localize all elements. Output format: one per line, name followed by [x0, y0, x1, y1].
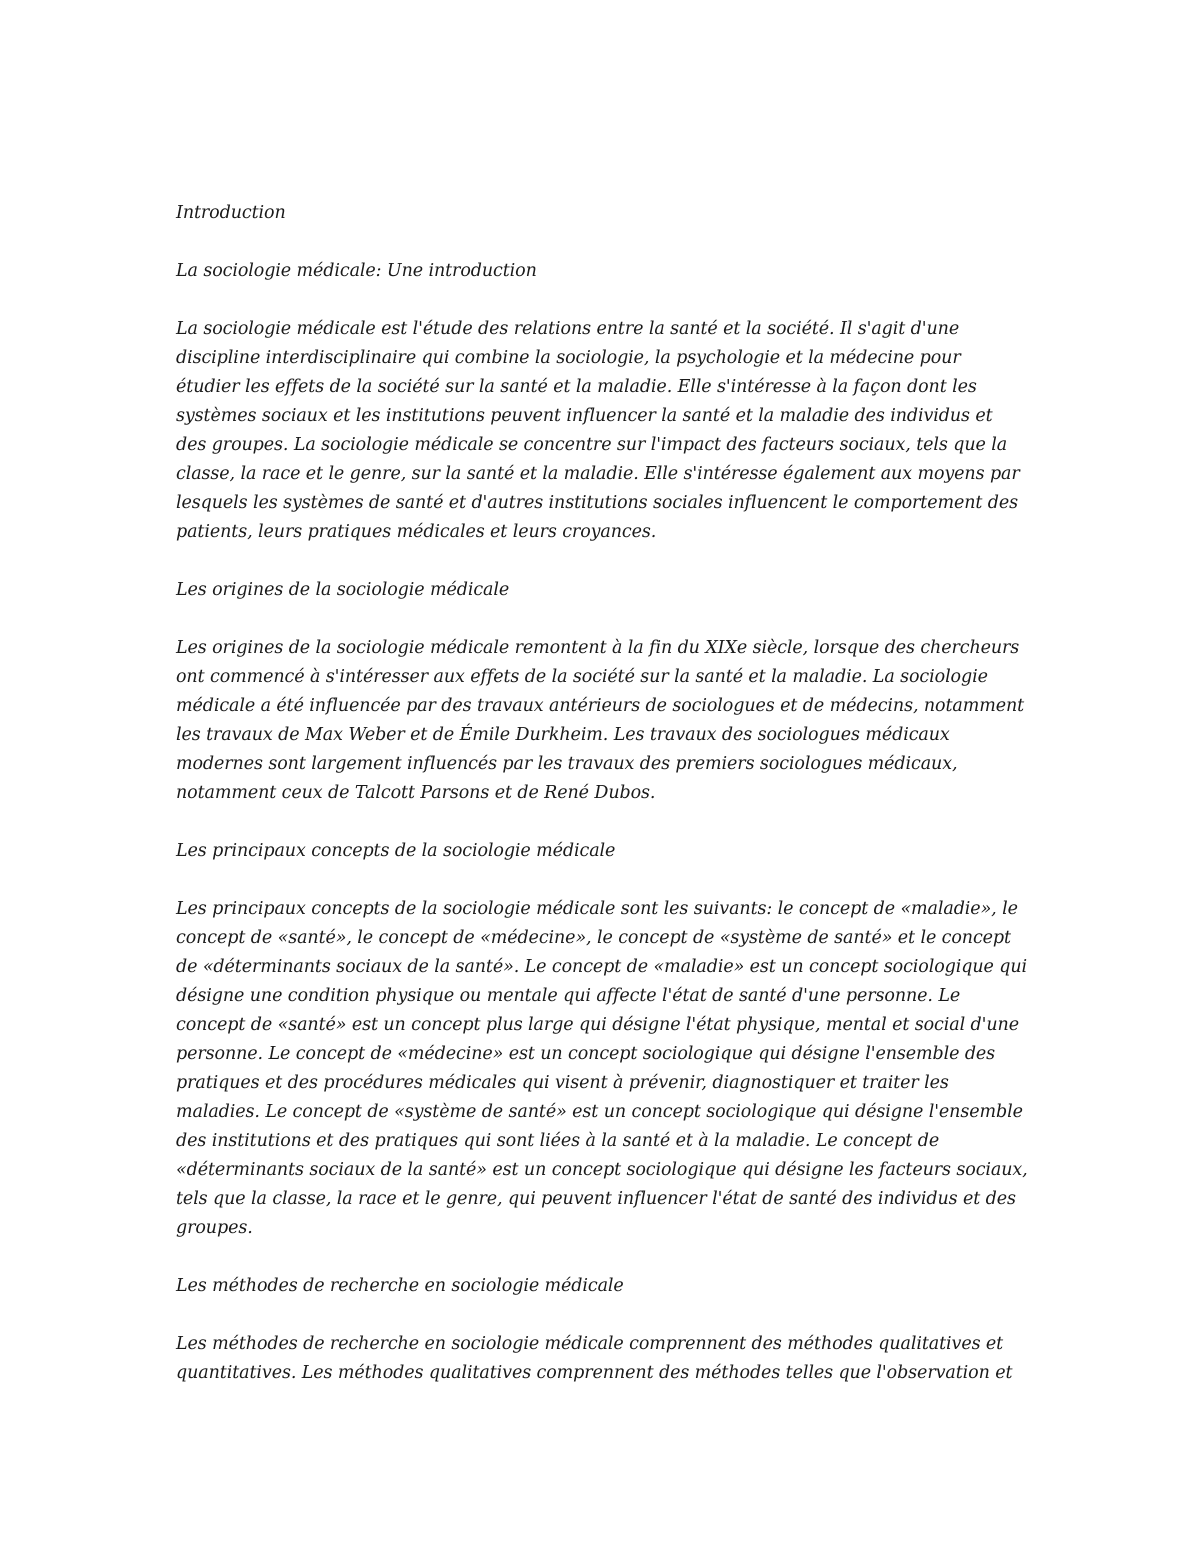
- section-heading: Les origines de la sociologie médicale: [176, 580, 510, 600]
- section-heading: Les méthodes de recherche en sociologie médicale: [176, 1276, 624, 1296]
- section-paragraph: Les méthodes de recherche en sociologie médicale comprennent des méthodes qualitatives et quantitatives. Les méthodes qualitatives comprennent des méthodes telles que l'observation et: [176, 1334, 1013, 1383]
- document-content: [176, 199, 1028, 1417]
- section-paragraph: Les origines de la sociologie médicale remontent à la fin du XIXe siècle, lorsque des chercheurs ont commencé à s'intéresser aux effets de la société sur la santé et la maladie. La sociologie médicale a été influencée par des travaux antérieurs de sociologues et de médecins, notamment les travaux de Max Weber et de Émile Durkheim. Les travaux des sociologues médicaux modernes sont largement influencés par les travaux des premiers sociologues médicaux, notamment ceux de Talcott Parsons et de René Dubos.: [176, 638, 1025, 803]
- section-paragraph: Les principaux concepts de la sociologie médicale sont les suivants: le concept de «maladie», le concept de «santé», le concept de «médecine», le concept de «système de santé» et le concept de «déterminants sociaux de la santé». Le concept de «maladie» est un concept sociologique qui désigne une condition physique ou mentale qui affecte l'état de santé d'une personne. Le concept de «santé» est un concept plus large qui désigne l'état physique, mental et social d'une personne. Le concept de «médecine» est un concept sociologique qui désigne l'ensemble des pratiques et des procédures médicales qui visent à prévenir, diagnostiquer et traiter les maladies. Le concept de «système de santé» est un concept sociologique qui désigne l'ensemble des institutions et des pratiques qui sont liées à la santé et à la maladie. Le concept de «déterminants sociaux de la santé» est un concept sociologique qui désigne les facteurs sociaux, tels que la classe, la race et le genre, qui peuvent influencer l'état de santé des individus et des groupes.: [176, 899, 1028, 1238]
- document-title: Introduction: [176, 203, 286, 223]
- section-heading: La sociologie médicale: Une introduction: [176, 261, 537, 281]
- section-paragraph: La sociologie médicale est l'étude des relations entre la santé et la société. Il s'agit d'une discipline interdisciplinaire qui combine la sociologie, la psychologie et la médecine pour étudier les effets de la société sur la santé et la maladie. Elle s'intéresse à la façon dont les systèmes sociaux et les institutions peuvent influencer la santé et la maladie des individus et des groupes. La sociologie médicale se concentre sur l'impact des facteurs sociaux, tels que la classe, la race et le genre, sur la santé et la maladie. Elle s'intéresse également aux moyens par lesquels les systèmes de santé et d'autres institutions sociales influencent le comportement des patients, leurs pratiques médicales et leurs croyances.: [176, 319, 1020, 542]
- section-heading: Les principaux concepts de la sociologie médicale: [176, 841, 616, 861]
